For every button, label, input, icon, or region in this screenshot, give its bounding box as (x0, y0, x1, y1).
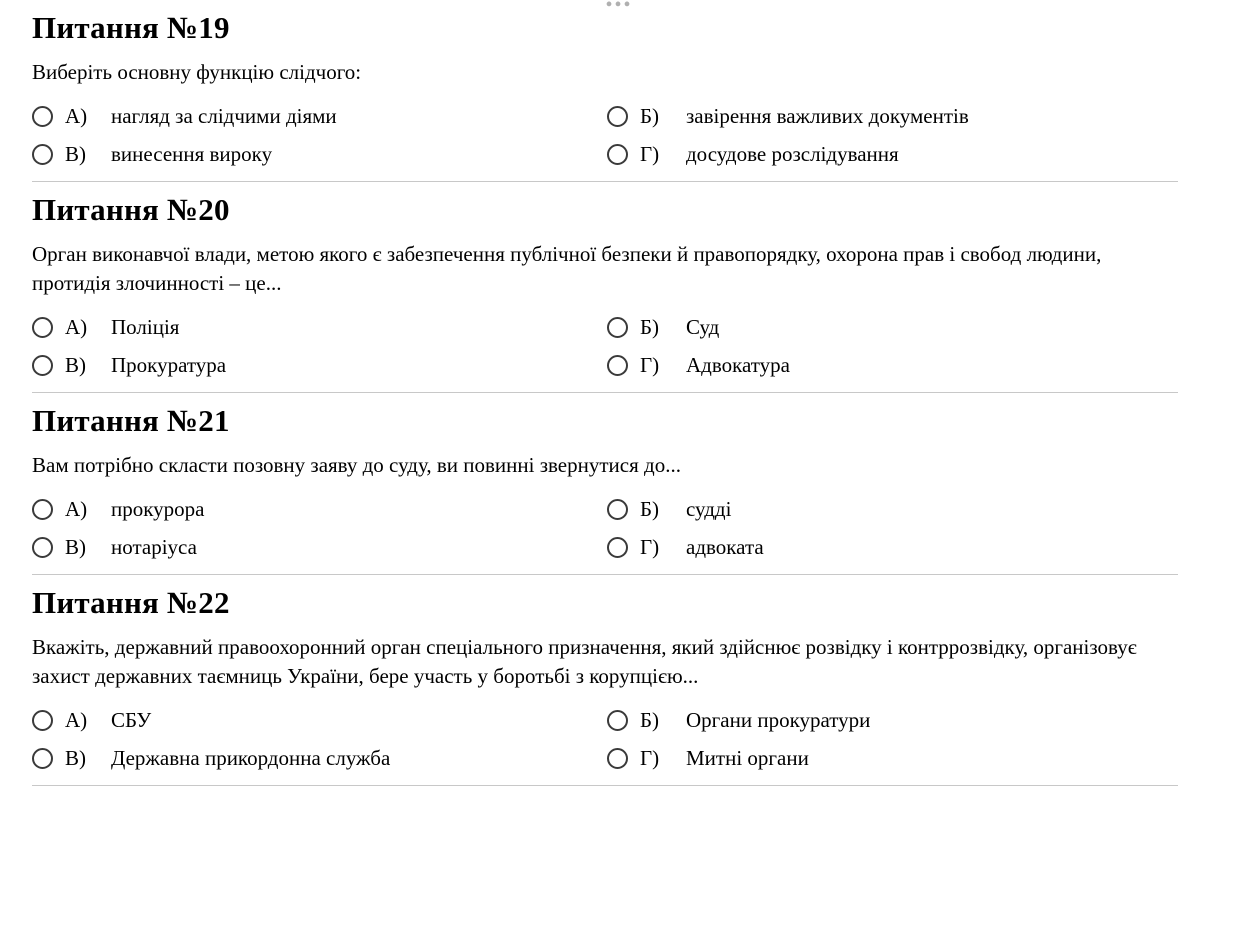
option-letter: В) (65, 746, 86, 770)
question-title: Питання №19 (32, 10, 230, 45)
option-b[interactable] (607, 703, 1178, 737)
option-g[interactable] (607, 530, 1178, 564)
question-text: Орган виконавчої влади, метою якого є забезпечення публічної безпеки й правопорядку, охорона прав і свобод людини, протидія злочинності – це... (32, 242, 1102, 295)
question-text: Виберіть основну функцію слідчого: (32, 60, 362, 84)
option-a[interactable] (32, 99, 607, 133)
option-letter: Г) (640, 142, 660, 166)
option-letter: А) (65, 708, 88, 732)
option-letter: В) (65, 353, 86, 377)
options-group (32, 703, 1178, 775)
option-letter: А) (65, 104, 88, 128)
option-label: винесення вироку (111, 142, 273, 166)
question-title: Питання №22 (32, 585, 230, 620)
radio-icon[interactable] (607, 748, 628, 769)
option-letter: Б) (640, 708, 660, 732)
option-letter: Г) (640, 746, 660, 770)
option-v[interactable] (32, 137, 607, 171)
question-block (32, 182, 1178, 393)
option-v[interactable] (32, 741, 607, 775)
radio-icon[interactable] (607, 710, 628, 731)
option-label: Адвокатура (686, 353, 791, 377)
option-a[interactable] (32, 703, 607, 737)
radio-icon[interactable] (32, 106, 53, 127)
option-letter: Б) (640, 315, 660, 339)
question-title: Питання №21 (32, 403, 230, 438)
option-a[interactable] (32, 310, 607, 344)
question-block (32, 393, 1178, 575)
radio-icon[interactable] (32, 748, 53, 769)
option-label: Державна прикордонна служба (111, 746, 391, 770)
radio-icon[interactable] (32, 144, 53, 165)
radio-icon[interactable] (32, 499, 53, 520)
option-label: Поліція (111, 315, 180, 339)
option-v[interactable] (32, 348, 607, 382)
options-group (32, 310, 1178, 382)
option-b[interactable] (607, 310, 1178, 344)
options-group (32, 99, 1178, 171)
radio-icon[interactable] (32, 317, 53, 338)
option-label: Прокуратура (111, 353, 227, 377)
radio-icon[interactable] (607, 499, 628, 520)
radio-icon[interactable] (607, 355, 628, 376)
option-letter: А) (65, 497, 88, 521)
radio-icon[interactable] (32, 537, 53, 558)
option-letter: А) (65, 315, 88, 339)
question-text: Вам потрібно скласти позовну заяву до суду, ви повинні звернутися до... (32, 453, 681, 477)
radio-icon[interactable] (607, 144, 628, 165)
radio-icon[interactable] (607, 106, 628, 127)
question-divider (32, 785, 1178, 786)
drag-handle-dots[interactable]: ••• (605, 0, 633, 16)
option-letter: Г) (640, 535, 660, 559)
radio-icon[interactable] (607, 317, 628, 338)
option-label: нагляд за слідчими діями (111, 104, 337, 128)
question-block (32, 0, 1178, 182)
option-letter: Б) (640, 497, 660, 521)
option-label: нотаріуса (111, 535, 197, 559)
option-v[interactable] (32, 530, 607, 564)
option-label: прокурора (111, 497, 205, 521)
option-label: адвоката (686, 535, 764, 559)
radio-icon[interactable] (32, 355, 53, 376)
option-g[interactable] (607, 137, 1178, 171)
question-text: Вкажіть, державний правоохоронний орган спеціального призначення, який здійснює розвідку і контррозвідку, організовує захист державних таємниць України, бере участь у боротьбі з корупцією... (32, 635, 1137, 688)
question-title: Питання №20 (32, 192, 230, 227)
option-letter: Г) (640, 353, 660, 377)
option-g[interactable] (607, 348, 1178, 382)
option-label: завірення важливих документів (686, 104, 969, 128)
option-letter: В) (65, 535, 86, 559)
radio-icon[interactable] (607, 537, 628, 558)
options-group (32, 492, 1178, 564)
option-label: судді (686, 497, 732, 521)
option-letter: В) (65, 142, 86, 166)
option-label: Суд (686, 315, 720, 339)
option-a[interactable] (32, 492, 607, 526)
option-letter: Б) (640, 104, 660, 128)
option-b[interactable] (607, 492, 1178, 526)
option-label: Органи прокуратури (686, 708, 871, 732)
option-label: СБУ (111, 708, 152, 732)
option-b[interactable] (607, 99, 1178, 133)
option-label: досудове розслідування (686, 142, 899, 166)
radio-icon[interactable] (32, 710, 53, 731)
question-block (32, 575, 1178, 786)
option-g[interactable] (607, 741, 1178, 775)
option-label: Митні органи (686, 746, 809, 770)
